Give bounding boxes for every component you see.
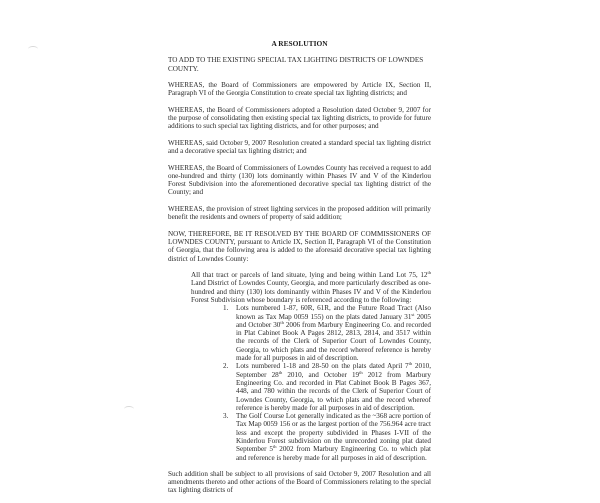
list-text: 2012 from Marbury Engineering Co. and recorded in Plat Cabinet Book B Pages 367, 448, and 780 within the records of the Clerk of Superior Court of Lowndes County, Georgia, to which plats and the record whereof reference is hereby made for all purposes in aid of description. bbox=[236, 370, 432, 412]
list-number: 2. bbox=[223, 362, 229, 371]
resolved-paragraph: NOW, THEREFORE, BE IT RESOLVED BY THE BOARD OF COMMISSIONERS OF LOWNDES COUNTY, pursuant to Article IX, Section II, Paragraph VI of the Constitution of Georgia, that the following area is added to the aforesaid decorative special tax lighting district of Lowndes County: bbox=[168, 229, 431, 263]
ordinal-suffix: th bbox=[272, 444, 277, 450]
list-text: 2010, September 28 bbox=[236, 362, 431, 379]
list-text: Lots numbered 1-18 and 28-50 on the plats dated April 7 bbox=[236, 362, 409, 371]
document-title: A RESOLUTION bbox=[271, 39, 328, 48]
whereas-paragraph-2: WHEREAS, the Board of Commissioners adopted a Resolution dated October 9, 2007 for the purpose of consolidating then existing special tax lighting districts, to provide for future additions to such special tax lighting districts, and for other purposes; and bbox=[168, 105, 431, 131]
list-text: 2006 from Marbury Engineering Co. and recorded in Plat Cabinet Book A Pages 2812, 2813, 2814, and 3517 within the records of the Clerk of Superior Court of Lowndes County, Georgia, to which plats and the record whereof reference is hereby made for all purposes in aid of description. bbox=[236, 320, 431, 363]
ordinal-suffix: st bbox=[411, 311, 415, 317]
list-number: 3. bbox=[223, 412, 229, 421]
ordinal-suffix: th bbox=[427, 270, 431, 276]
lot-list-item bbox=[223, 304, 431, 363]
list-text: 2002 from Marbury Engineering Co. to which plat and reference is hereby made for all purposes in aid of description. bbox=[236, 445, 431, 462]
tract-intro: All that tract or parcels of land situate, lying and being within Land Lot 75, 12 bbox=[191, 271, 428, 280]
whereas-paragraph-4: WHEREAS, the Board of Commissioners of Lowndes County has received a request to add one-hundred and thirty (130) lots dominantly within Phases IV and V of the Kinderlou Forest Subdivision into the aforementioned decorative special tax lighting district of the County; and bbox=[168, 163, 431, 197]
ordinal-suffix: th bbox=[359, 369, 363, 375]
resolution-body bbox=[168, 40, 431, 503]
list-text: The Golf Course Lot generally indicated as the ~368 acre portion of Tax Map 0059 156 or as the largest portion of the 756.964 acre tract less and except the property subdivided in Phases I-VII of the Kinderlou Forest subdivision on the unrecorded zoning plat dated September 5 bbox=[236, 412, 431, 454]
tract-intro-cont: Land District of Lowndes County, Georgia, and more particularly described as one-hundred and thirty (130) lots dominantly within Phases IV and V of the Kinderlou Forest Subdivision whose boundary is referenced according to the following: bbox=[191, 279, 431, 304]
list-text: Lots numbered 1-87, 60R, 61R, and the Future Road Tract (Also known as Tax Map 0059 155) on the plats dated January 31 bbox=[236, 304, 431, 321]
punch-hole-mark bbox=[124, 406, 134, 412]
document-subtitle: TO ADD TO THE EXISTING SPECIAL TAX LIGHTING DISTRICTS OF LOWNDES COUNTY. bbox=[168, 56, 424, 73]
punch-hole-mark bbox=[28, 46, 38, 52]
ordinal-suffix: th bbox=[278, 369, 283, 375]
list-text: 2010, and October 19 bbox=[282, 370, 360, 379]
whereas-paragraph-1: WHEREAS, the Board of Commissioners are empowered by Article IX, Section II, Paragraph VI of the Georgia Constitution to create special tax lighting districts; and bbox=[168, 80, 431, 98]
whereas-paragraph-5: WHEREAS, the provision of street lighting services in the proposed addition will primarily benefit the residents and owners of property of said addition; bbox=[168, 204, 431, 222]
list-text: 2005 and October 30 bbox=[236, 312, 431, 329]
ordinal-suffix: th bbox=[280, 319, 284, 325]
whereas-paragraph-3: WHEREAS, said October 9, 2007 Resolution created a standard special tax lighting district and a decorative special tax lighting district; and bbox=[168, 138, 431, 156]
lot-list bbox=[191, 304, 431, 462]
list-number: 1. bbox=[223, 304, 229, 313]
lot-list-item bbox=[223, 412, 431, 462]
ordinal-suffix: th bbox=[408, 361, 413, 367]
lot-list-item bbox=[223, 361, 432, 412]
tract-description bbox=[191, 271, 431, 462]
closing-paragraph: Such addition shall be subject to all provisions of said October 9, 2007 Resolution and all amendments thereto and other actions of the Board of Commissioners relating to the special tax lighting districts of bbox=[168, 469, 431, 495]
